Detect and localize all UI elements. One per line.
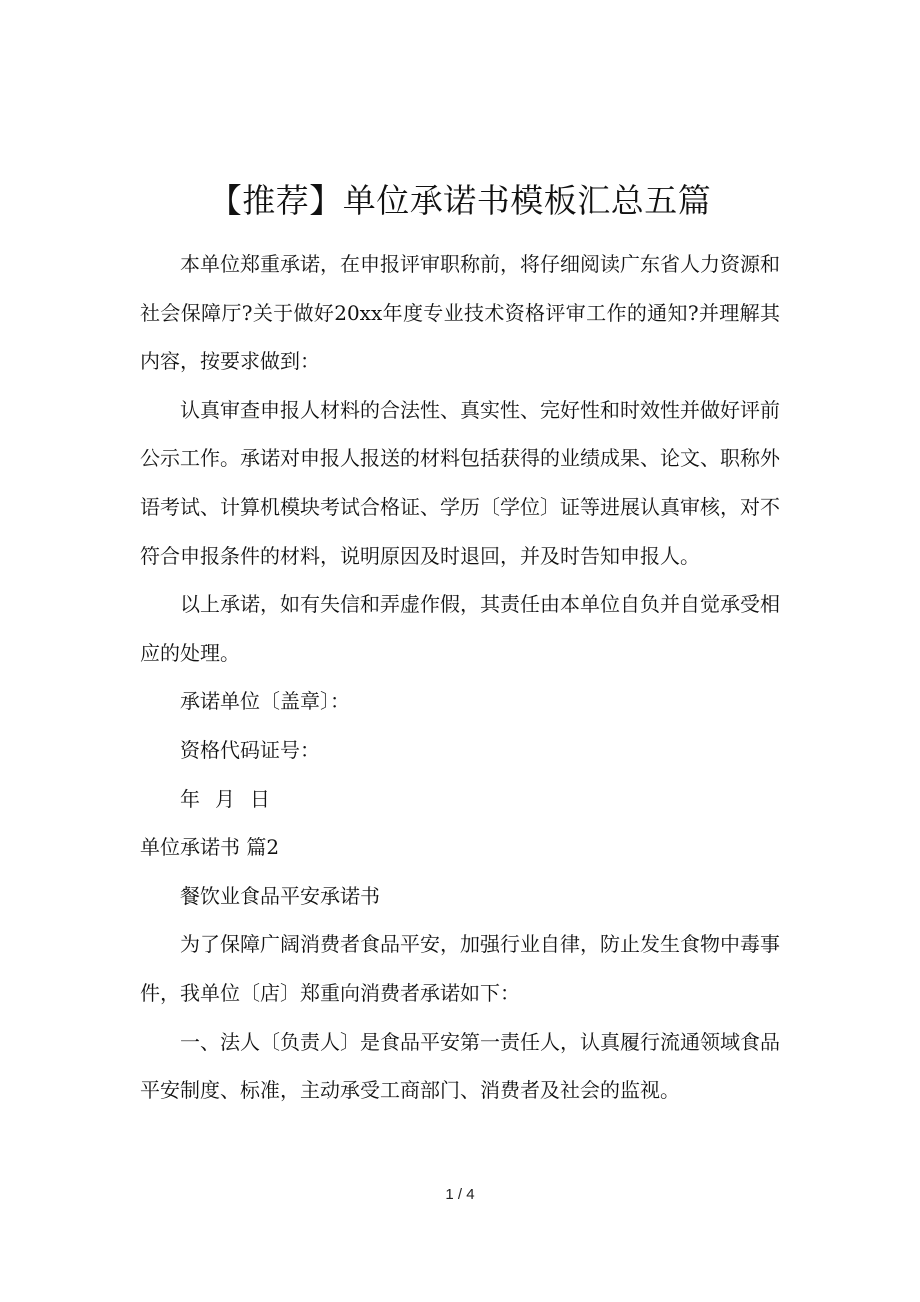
signature-unit-line: 承诺单位〔盖章〕：: [180, 689, 350, 714]
paragraph-item-one: 一、法人〔负责人〕是食品平安第一责任人，认真履行流通领域食品平安制度、标准，主动承受工商部门、消费者及社会的监视。: [140, 1029, 780, 1103]
page-number: 1 / 4: [445, 1186, 475, 1203]
date-day-label: 日: [250, 786, 270, 811]
date-year-label: 年: [180, 786, 200, 811]
document-body: [140, 240, 780, 1115]
section-subtitle: 餐饮业食品平安承诺书: [180, 883, 380, 908]
section-heading: 单位承诺书 篇2: [140, 835, 280, 860]
document-title: 【推荐】单位承诺书模板汇总五篇: [208, 181, 712, 220]
qualification-code-line: 资格代码证号：: [180, 737, 320, 762]
date-month-label: 月: [215, 786, 235, 811]
paragraph-commitment-intro: 本单位郑重承诺，在申报评审职称前，将仔细阅读广东省人力资源和社会保障厅?关于做好20xx年度专业技术资格评审工作的通知?并理解其内容，按要求做到：: [140, 252, 780, 374]
paragraph-review-duties: 认真审查申报人材料的合法性、真实性、完好性和时效性并做好评前公示工作。承诺对申报人报送的材料包括获得的业绩成果、论文、职称外语考试、计算机模块考试合格证、学历〔学位〕证等进展认真审核，对不符合申报条件的材料，说明原因及时退回，并及时告知申报人。: [140, 397, 780, 568]
date-line: [140, 775, 780, 824]
paragraph-liability: 以上承诺，如有失信和弄虚作假，其责任由本单位自负并自觉承受相应的处理。: [140, 592, 780, 665]
paragraph-food-safety-intro: 为了保障广阔消费者食品平安，加强行业自律，防止发生食物中毒事件，我单位〔店〕郑重向消费者承诺如下：: [140, 932, 780, 1005]
